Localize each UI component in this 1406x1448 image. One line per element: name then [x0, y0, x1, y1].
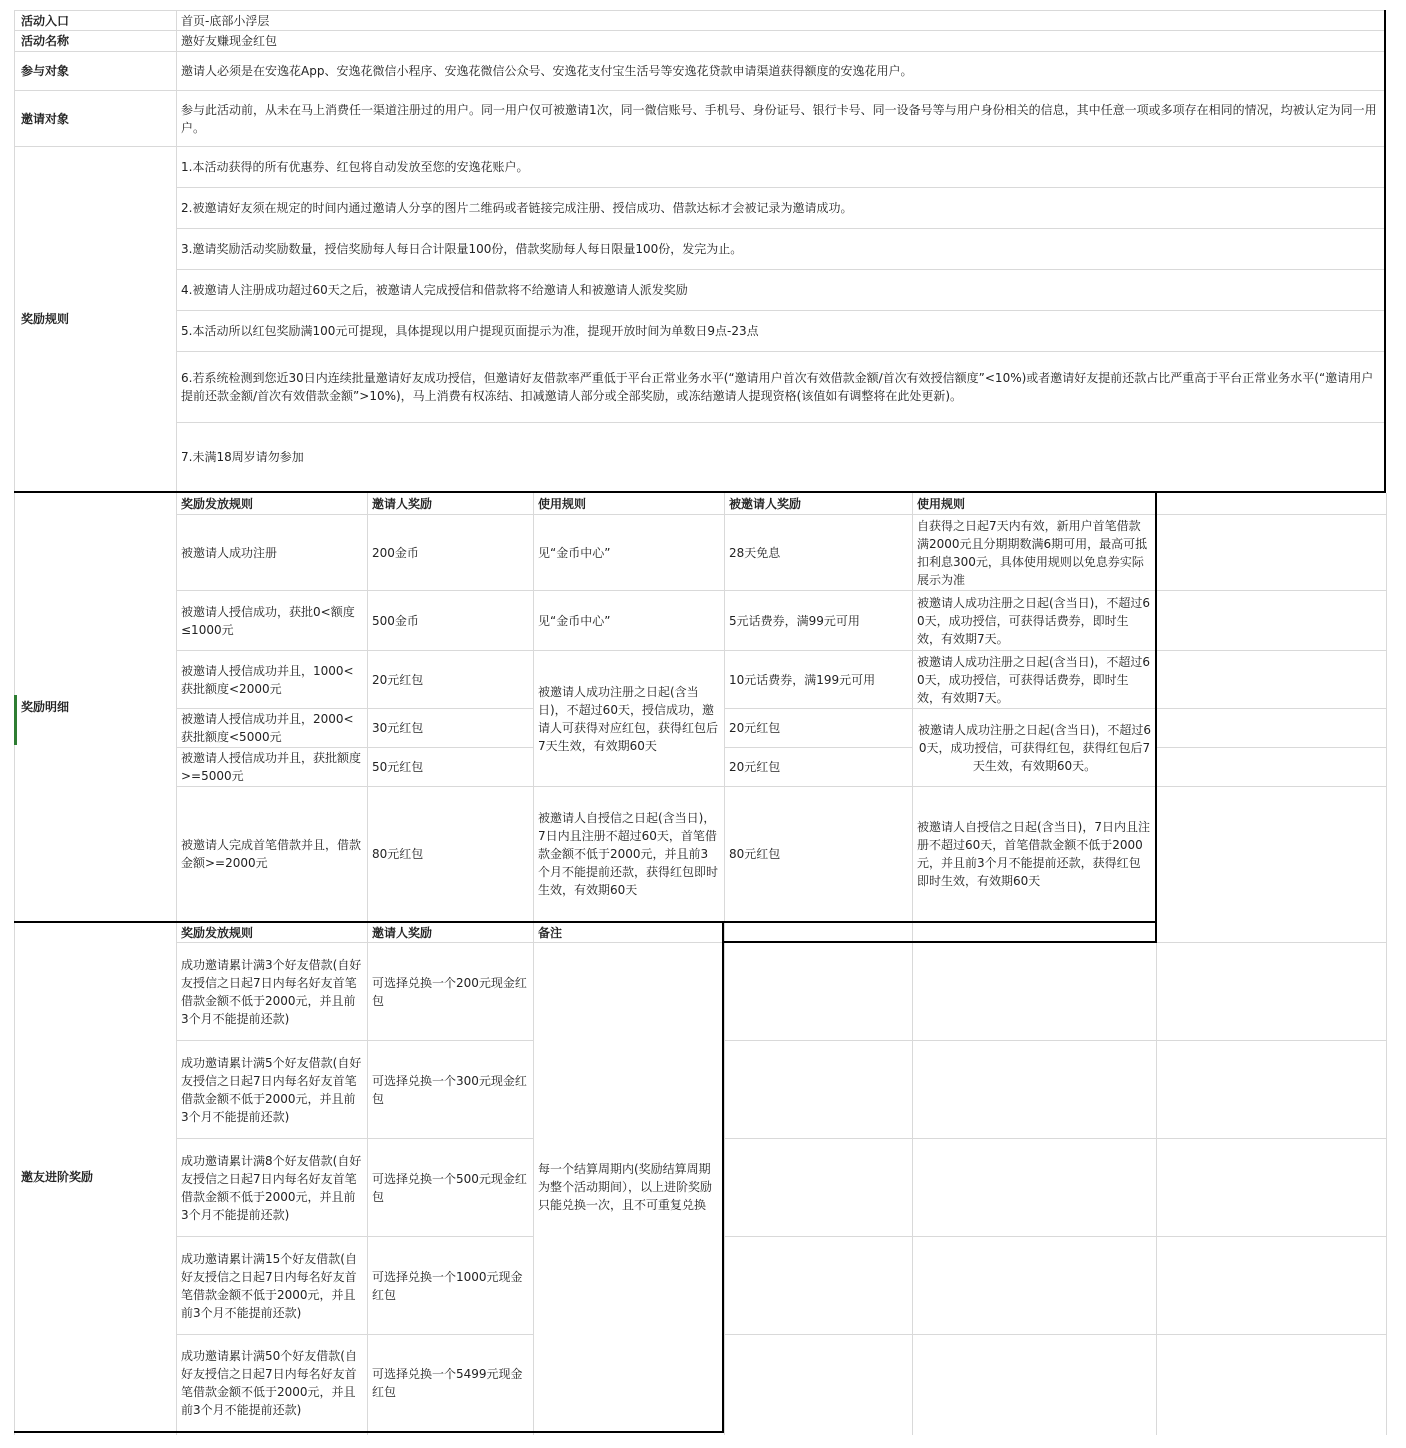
participants-label: 参与对象 — [21, 64, 70, 78]
rule-item: 1.本活动获得的所有优惠券、红包将自动发放至您的安逸花账户。 — [181, 160, 529, 174]
name-label: 活动名称 — [21, 34, 70, 48]
detail-inviter-reward: 200金币 — [372, 545, 419, 560]
detail-rule: 被邀请人成功注册 — [181, 545, 278, 560]
detail-invitee-reward: 10元话费券，满199元可用 — [729, 672, 876, 687]
detail-invitee-reward: 28天免息 — [729, 545, 781, 560]
detail-inviter-reward: 20元红包 — [372, 672, 424, 687]
advanced-rule: 成功邀请累计满8个好友借款(自好友授信之日起7日内每名好友首笔借款金额不低于2000元，并且前3个月不能提前还款) — [181, 1153, 362, 1222]
invitees-value: 参与此活动前，从未在马上消费任一渠道注册过的用户。同一用户仅可被邀请1次，同一微信账号、手机号、身份证号、银行卡号、同一设备号等与用户身份相关的信息，其中任意一项或多项存在相同的情况，均被认定为同一用户。 — [181, 102, 1377, 135]
advanced-note: 每一个结算周期内(奖励结算周期为整个活动期间），以上进阶奖励只能兑换一次，且不可重复兑换 — [538, 1162, 713, 1212]
detail-invitee-reward: 20元红包 — [729, 760, 781, 774]
detail-header-inviter: 邀请人奖励 — [372, 496, 433, 511]
detail-rule: 被邀请人授信成功并且，2000<获批额度<5000元 — [181, 712, 354, 744]
participants-value: 邀请人必须是在安逸花App、安逸花微信小程序、安逸花微信公众号、安逸花支付宝生活号等安逸花贷款申请渠道获得额度的安逸花用户。 — [181, 64, 913, 78]
rule-item: 5.本活动所以红包奖励满100元可提现，具体提现以用户提现页面提示为准，提现开放时间为单数日9点-23点 — [181, 324, 759, 338]
advanced-header-reward: 邀请人奖励 — [372, 925, 433, 940]
detail-inviter-reward: 500金币 — [372, 613, 419, 628]
detail-rule: 被邀请人完成首笔借款并且，借款金额>=2000元 — [181, 838, 362, 870]
advanced-header-note: 备注 — [538, 925, 563, 940]
detail-rule: 被邀请人授信成功并且，获批额度>=5000元 — [181, 751, 362, 783]
detail-inviter-reward: 80元红包 — [372, 847, 424, 861]
detail-invitee-reward: 80元红包 — [729, 847, 781, 861]
detail-header-usage: 使用规则 — [538, 496, 587, 511]
details-label: 奖励明细 — [21, 700, 70, 714]
advanced-reward: 可选择兑换一个500元现金红包 — [372, 1171, 527, 1204]
advanced-rule: 成功邀请累计满3个好友借款(自好友授信之日起7日内每名好友首笔借款金额不低于2000元，并且前3个月不能提前还款) — [181, 957, 362, 1026]
advanced-reward: 可选择兑换一个200元现金红包 — [372, 975, 527, 1008]
name-value: 邀好友赚现金红包 — [181, 34, 278, 48]
rule-item: 4.被邀请人注册成功超过60天之后，被邀请人完成授信和借款将不给邀请人和被邀请人派发奖励 — [181, 283, 688, 297]
detail-merged-invitee-usage: 被邀请人成功注册之日起(含当日)，不超过60天，成功授信，可获得红包，获得红包后7天生效，有效期60天。 — [918, 722, 1151, 773]
rule-item: 3.邀请奖励活动奖励数量，授信奖励每人每日合计限量100份，借款奖励每人每日限量100份，发完为止。 — [181, 242, 743, 256]
detail-inviter-reward: 50元红包 — [372, 760, 424, 774]
entry-label: 活动入口 — [21, 13, 70, 28]
advanced-header-rule: 奖励发放规则 — [181, 925, 254, 940]
advanced-reward: 可选择兑换一个1000元现金红包 — [372, 1269, 523, 1302]
detail-invitee-usage: 被邀请人成功注册之日起(含当日)，不超过60天，成功授信，可获得话费券，即时生效，有效期7天。 — [917, 595, 1150, 646]
rule-item: 2.被邀请好友须在规定的时间内通过邀请人分享的图片二维码或者链接完成注册、授信成功、借款达标才会被记录为邀请成功。 — [181, 201, 853, 215]
detail-header-invitee-usage: 使用规则 — [917, 496, 966, 511]
detail-usage: 见“金币中心” — [538, 613, 611, 628]
detail-invitee-reward: 20元红包 — [729, 721, 781, 735]
detail-invitee-reward: 5元话费券，满99元可用 — [729, 613, 860, 628]
detail-invitee-usage: 被邀请人自授信之日起(含当日)，7日内且注册不超过60天，首笔借款金额不低于2000元，并且前3个月不能提前还款，获得红包即时生效，有效期60天 — [917, 820, 1150, 888]
detail-inviter-reward: 30元红包 — [372, 721, 424, 735]
advanced-reward: 可选择兑换一个300元现金红包 — [372, 1073, 527, 1106]
rule-item: 7.未满18周岁请勿参加 — [181, 450, 304, 464]
detail-header-invitee: 被邀请人奖励 — [729, 496, 802, 511]
invitees-label: 邀请对象 — [21, 111, 70, 126]
detail-usage: 被邀请人自授信之日起(含当日)，7日内且注册不超过60天，首笔借款金额不低于2000元，并且前3个月不能提前还款，获得红包即时生效，有效期60天 — [538, 811, 719, 897]
advanced-label: 邀友进阶奖励 — [21, 1170, 94, 1184]
advanced-rule: 成功邀请累计满5个好友借款(自好友授信之日起7日内每名好友首笔借款金额不低于2000元，并且前3个月不能提前还款) — [181, 1055, 362, 1124]
detail-header-rule: 奖励发放规则 — [181, 496, 254, 511]
detail-rule: 被邀请人授信成功并且，1000<获批额度<2000元 — [181, 663, 354, 696]
detail-invitee-usage: 自获得之日起7天内有效，新用户首笔借款满2000元且分期期数满6期可用，最高可抵扣利息300元，具体使用规则以免息券实际展示为准 — [917, 518, 1148, 587]
detail-merged-usage: 被邀请人成功注册之日起(含当日)，不超过60天，授信成功，邀请人可获得对应红包，获得红包后7天生效，有效期60天 — [538, 684, 719, 753]
advanced-rule: 成功邀请累计满15个好友借款(自好友授信之日起7日内每名好友首笔借款金额不低于2000元，并且前3个月不能提前还款) — [181, 1251, 357, 1320]
rules-label: 奖励规则 — [21, 312, 70, 326]
advanced-reward: 可选择兑换一个5499元现金红包 — [372, 1367, 523, 1399]
detail-invitee-usage: 被邀请人成功注册之日起(含当日)，不超过60天，成功授信，可获得话费券，即时生效，有效期7天。 — [917, 654, 1150, 705]
rule-item: 6.若系统检测到您近30日内连续批量邀请好友成功授信，但邀请好友借款率严重低于平台正常业务水平(“邀请用户首次有效借款金额/首次有效授信额度”<10%)或者邀请好友提前还款占比严重高于平台正常业务水平(“邀请用户提前还款金额/首次有效借款金额”>10%)，马上消费有权冻结、扣减邀请人部分或全部奖励，或冻结邀请人提现资格(该值如有调整将在此处更新)。 — [181, 371, 1374, 403]
detail-rule: 被邀请人授信成功，获批0<额度≤1000元 — [181, 604, 355, 637]
entry-value: 首页-底部小浮层 — [181, 13, 270, 28]
advanced-rule: 成功邀请累计满50个好友借款(自好友授信之日起7日内每名好友首笔借款金额不低于2000元，并且前3个月不能提前还款) — [181, 1349, 357, 1417]
detail-usage: 见“金币中心” — [538, 545, 611, 560]
